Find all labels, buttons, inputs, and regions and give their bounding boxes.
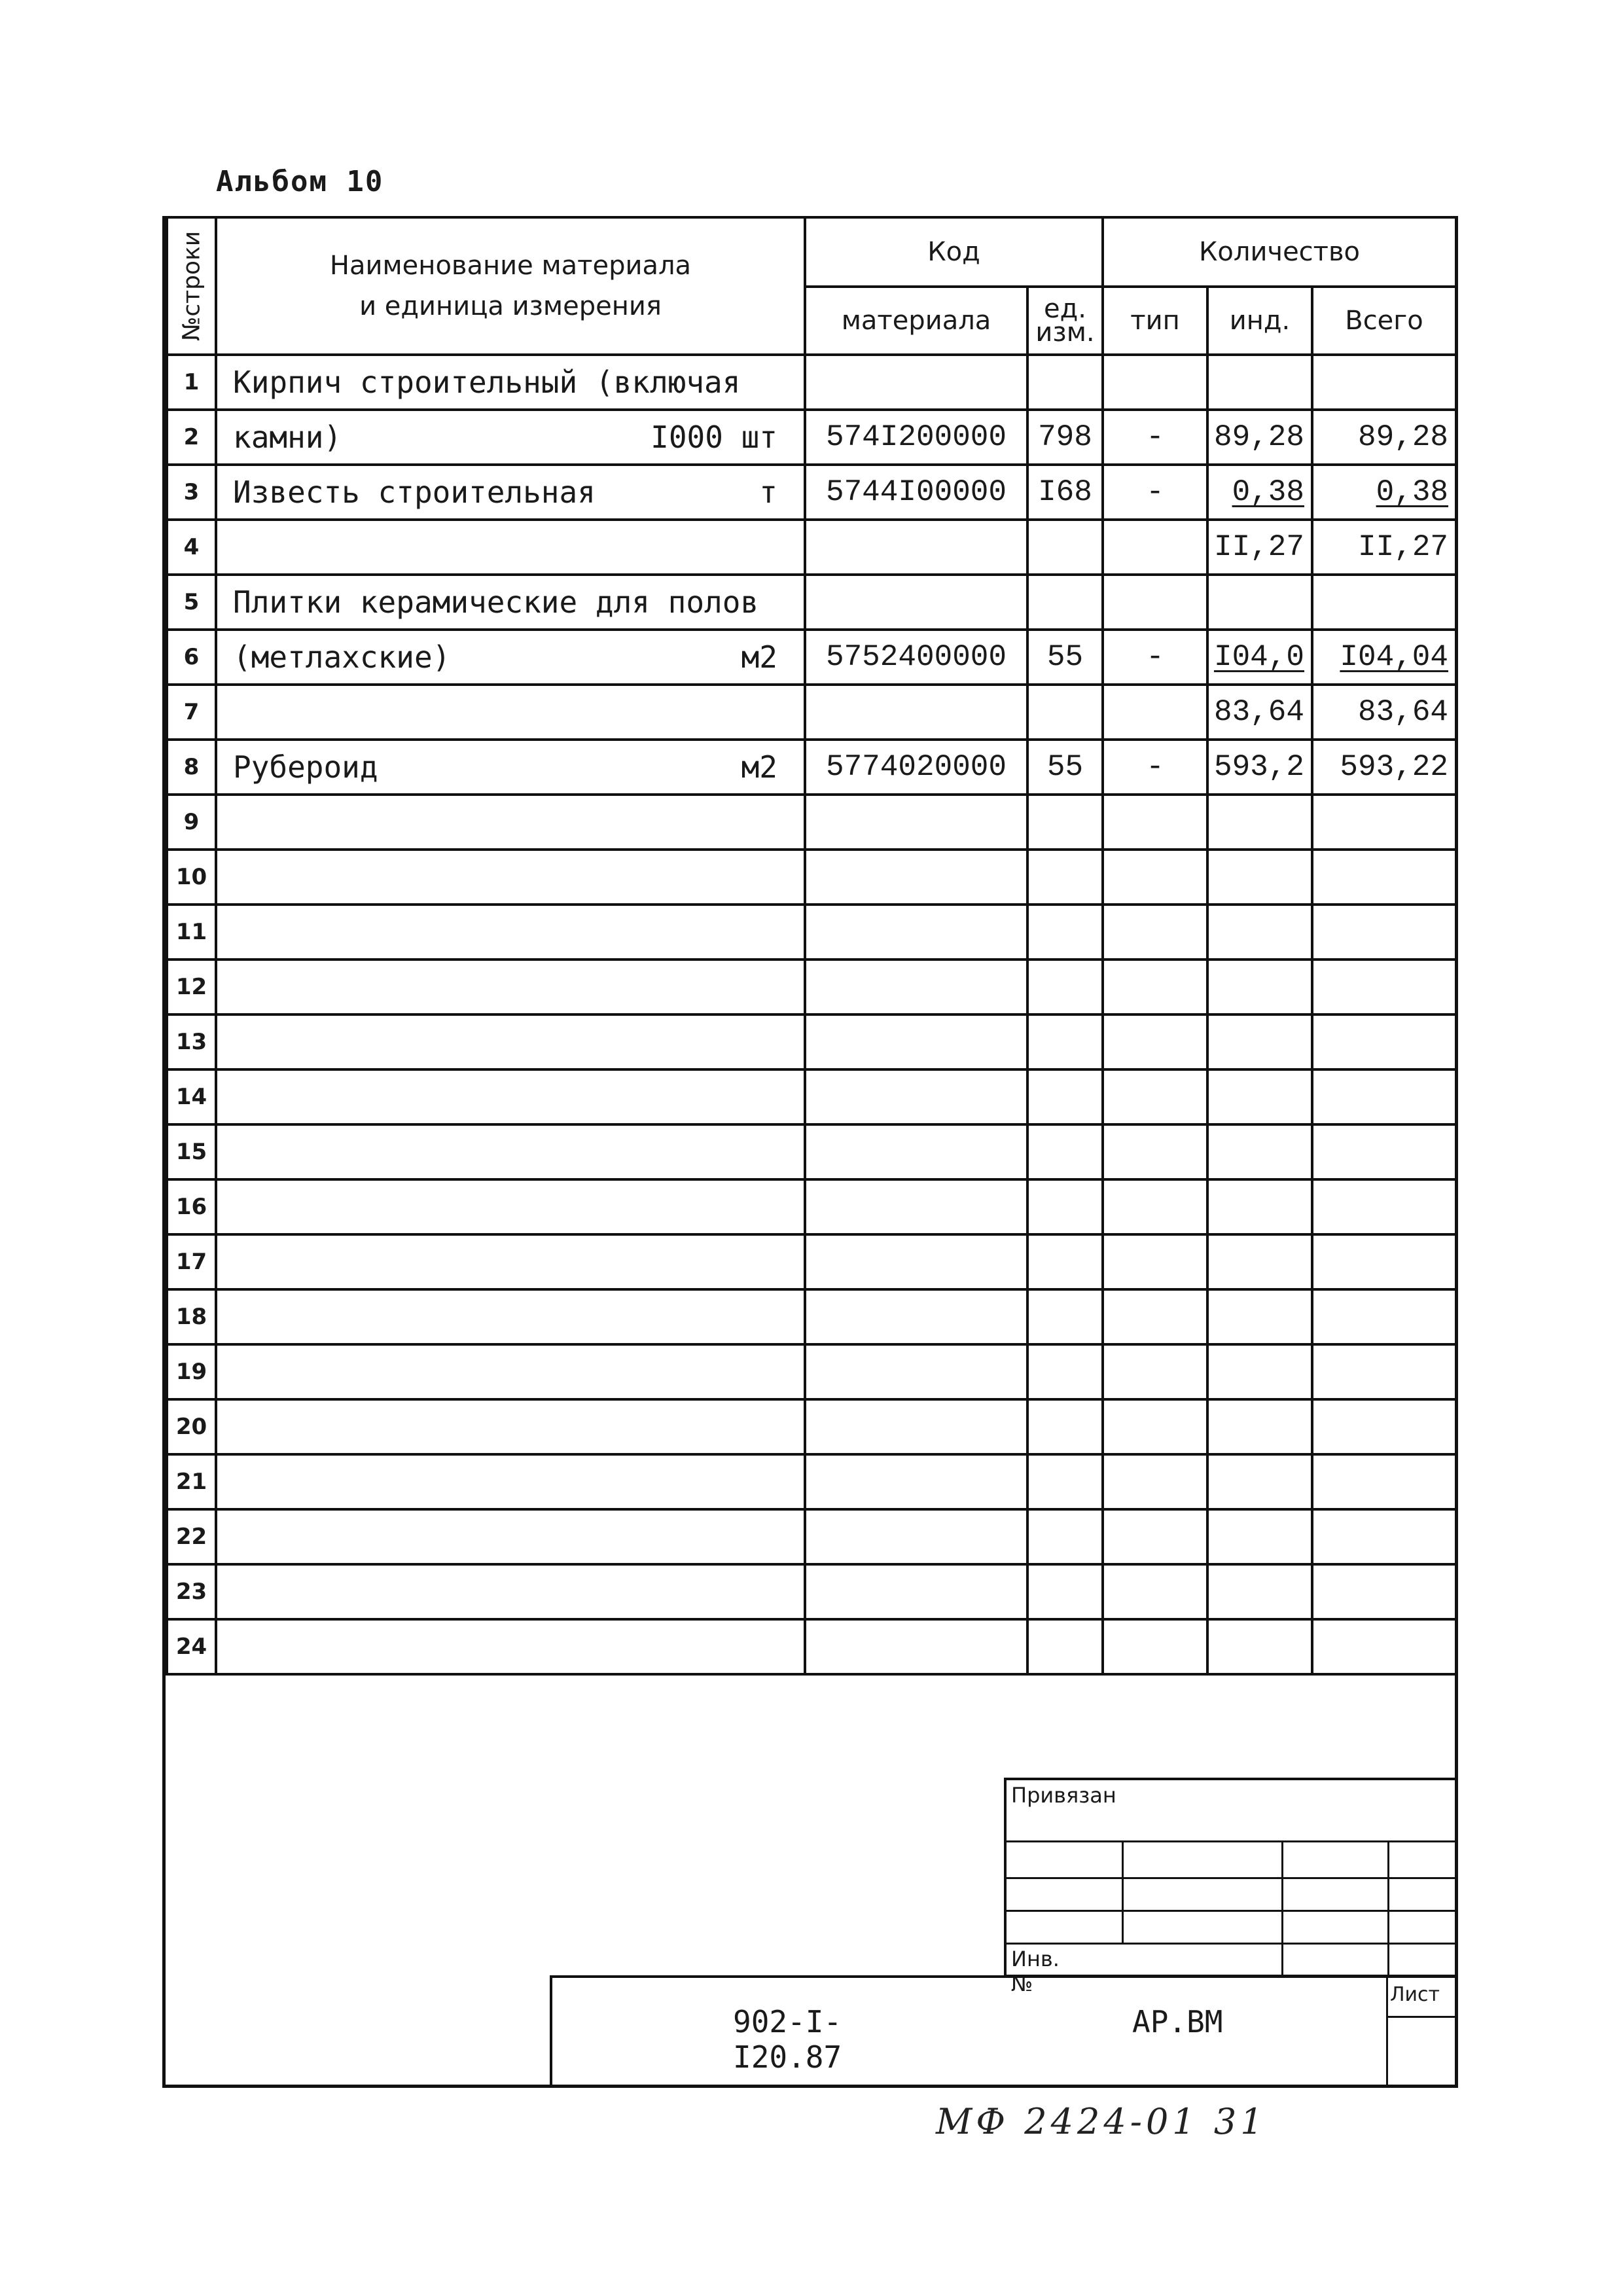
material-name (216, 1344, 805, 1399)
material-name (216, 1179, 805, 1234)
quantity-ind (1207, 1124, 1312, 1179)
row-number: 18 (167, 1289, 216, 1344)
material-code (805, 1234, 1027, 1289)
row-number: 7 (167, 685, 216, 740)
material-code (805, 1454, 1027, 1509)
table-row (167, 850, 1456, 905)
quantity-type (1103, 1344, 1207, 1399)
material-code (805, 960, 1027, 1014)
row-number: 21 (167, 1454, 216, 1509)
quantity-ind: 83,64 (1207, 685, 1312, 740)
material-name (216, 1234, 805, 1289)
row-number: 9 (167, 795, 216, 850)
unit-code (1027, 355, 1103, 410)
quantity-type (1103, 1509, 1207, 1564)
quantity-total (1312, 1344, 1456, 1399)
quantity-ind: II,27 (1207, 520, 1312, 575)
quantity-type (1103, 1454, 1207, 1509)
row-number-header: №строки (167, 217, 216, 355)
material-name (216, 1014, 805, 1069)
material-code (805, 575, 1027, 630)
quantity-ind (1207, 905, 1312, 960)
table-row (167, 1069, 1456, 1124)
material-code (805, 1179, 1027, 1234)
quantity-total (1312, 575, 1456, 630)
material-name (216, 850, 805, 905)
table-row (167, 795, 1456, 850)
unit-code (1027, 1124, 1103, 1179)
table-row (167, 905, 1456, 960)
material-name-header: Наименование материала и единица измерения (216, 217, 805, 355)
quantity-type (1103, 575, 1207, 630)
unit-code (1027, 1234, 1103, 1289)
quantity-total: II,27 (1312, 520, 1456, 575)
quantity-total: I04,04 (1312, 630, 1456, 685)
material-code (805, 1564, 1027, 1619)
material-name (216, 465, 805, 520)
quantity-type: - (1103, 630, 1207, 685)
unit-code: 798 (1027, 410, 1103, 465)
unit-code: 55 (1027, 630, 1103, 685)
row-number: 10 (167, 850, 216, 905)
quantity-ind (1207, 1289, 1312, 1344)
quantity-type (1103, 850, 1207, 905)
material-name (216, 410, 805, 465)
table-row (167, 575, 1456, 630)
row-number: 2 (167, 410, 216, 465)
material-name (216, 960, 805, 1014)
quantity-type (1103, 1179, 1207, 1234)
document-mark: АР.ВМ (1132, 2004, 1223, 2039)
type-header: тип (1103, 287, 1207, 355)
table-row (167, 1344, 1456, 1399)
material-code (805, 520, 1027, 575)
row-number: 11 (167, 905, 216, 960)
table-row (167, 960, 1456, 1014)
unit-code (1027, 1289, 1103, 1344)
material-name (216, 355, 805, 410)
row-number: 5 (167, 575, 216, 630)
quantity-ind (1207, 1564, 1312, 1619)
material-code (805, 795, 1027, 850)
quantity-ind (1207, 355, 1312, 410)
quantity-total (1312, 1399, 1456, 1454)
quantity-type (1103, 1619, 1207, 1674)
quantity-total (1312, 795, 1456, 850)
table-row (167, 465, 1456, 520)
quantity-ind (1207, 1454, 1312, 1509)
material-code: 5744I00000 (805, 465, 1027, 520)
material-code (805, 1399, 1027, 1454)
quantity-ind (1207, 1399, 1312, 1454)
row-number: 19 (167, 1344, 216, 1399)
row-number: 22 (167, 1509, 216, 1564)
material-code (805, 905, 1027, 960)
material-name (216, 630, 805, 685)
quantity-ind (1207, 575, 1312, 630)
material-code (805, 1289, 1027, 1344)
material-name (216, 1619, 805, 1674)
table-row (167, 1289, 1456, 1344)
code-material-header: материала (805, 287, 1027, 355)
table-row (167, 355, 1456, 410)
quantity-total (1312, 1619, 1456, 1674)
quantity-ind (1207, 1619, 1312, 1674)
unit-code (1027, 1069, 1103, 1124)
materials-table (166, 216, 1457, 1676)
material-code (805, 1509, 1027, 1564)
quantity-total (1312, 1069, 1456, 1124)
quantity-type (1103, 1014, 1207, 1069)
quantity-total (1312, 1234, 1456, 1289)
quantity-ind (1207, 795, 1312, 850)
material-code: 574I200000 (805, 410, 1027, 465)
album-title: Альбом 10 (216, 165, 384, 198)
row-number: 24 (167, 1619, 216, 1674)
material-name-text: Плитки керамические для полов (233, 584, 759, 620)
quantity-total (1312, 1454, 1456, 1509)
row-number: 14 (167, 1069, 216, 1124)
quantity-type (1103, 685, 1207, 740)
quantity-total (1312, 1564, 1456, 1619)
material-code: 5752400000 (805, 630, 1027, 685)
total-header: Всего (1312, 287, 1456, 355)
unit-code (1027, 1564, 1103, 1619)
quantity-total: 0,38 (1312, 465, 1456, 520)
row-number: 3 (167, 465, 216, 520)
handwritten-archive-code: МФ 2424-01 31 (936, 2101, 1267, 2142)
unit-code (1027, 905, 1103, 960)
material-name-text: Рубероид (233, 749, 378, 785)
quantity-type (1103, 1399, 1207, 1454)
quantity-type (1103, 1564, 1207, 1619)
material-name-text: камни) (233, 420, 342, 455)
row-number: 1 (167, 355, 216, 410)
material-code (805, 1014, 1027, 1069)
inventory-number-label: Инв. № (1011, 1946, 1060, 1996)
unit-code (1027, 1454, 1103, 1509)
quantity-header: Количество (1103, 217, 1456, 287)
unit-code (1027, 520, 1103, 575)
quantity-type: - (1103, 410, 1207, 465)
quantity-total (1312, 1179, 1456, 1234)
quantity-ind (1207, 960, 1312, 1014)
unit-code (1027, 795, 1103, 850)
sheet-label: Лист (1390, 1983, 1440, 2006)
table-row (167, 1124, 1456, 1179)
material-name (216, 520, 805, 575)
unit-code (1027, 1509, 1103, 1564)
measurement-unit: т (759, 475, 777, 510)
quantity-total: 593,22 (1312, 740, 1456, 795)
unit-code (1027, 1014, 1103, 1069)
quantity-total (1312, 960, 1456, 1014)
quantity-ind: 89,28 (1207, 410, 1312, 465)
unit-code (1027, 960, 1103, 1014)
quantity-type: - (1103, 740, 1207, 795)
material-name (216, 1399, 805, 1454)
material-code (805, 850, 1027, 905)
material-name-text: Кирпич строительный (включая (233, 365, 741, 400)
row-number: 15 (167, 1124, 216, 1179)
material-name (216, 575, 805, 630)
table-row (167, 630, 1456, 685)
table-row (167, 1509, 1456, 1564)
material-code: 5774020000 (805, 740, 1027, 795)
material-name (216, 1289, 805, 1344)
quantity-ind: I04,0 (1207, 630, 1312, 685)
code-header: Код (805, 217, 1103, 287)
material-code (805, 1124, 1027, 1179)
quantity-ind: 593,2 (1207, 740, 1312, 795)
quantity-ind (1207, 1014, 1312, 1069)
row-number: 8 (167, 740, 216, 795)
unit-code (1027, 1619, 1103, 1674)
material-name (216, 1124, 805, 1179)
quantity-total (1312, 1014, 1456, 1069)
material-name-text: Известь строительная (233, 475, 596, 510)
quantity-type (1103, 795, 1207, 850)
quantity-ind (1207, 1069, 1312, 1124)
quantity-ind (1207, 1344, 1312, 1399)
measurement-unit: м2 (741, 749, 777, 785)
table-row (167, 1234, 1456, 1289)
table-row (167, 740, 1456, 795)
table-row (167, 1014, 1456, 1069)
row-number: 12 (167, 960, 216, 1014)
row-number: 4 (167, 520, 216, 575)
material-name (216, 795, 805, 850)
unit-code (1027, 685, 1103, 740)
quantity-ind: 0,38 (1207, 465, 1312, 520)
table-row (167, 1619, 1456, 1674)
quantity-total (1312, 905, 1456, 960)
material-code (805, 1344, 1027, 1399)
material-name (216, 1564, 805, 1619)
measurement-unit: I000 шт (651, 420, 777, 455)
quantity-type (1103, 1124, 1207, 1179)
quantity-type (1103, 1069, 1207, 1124)
table-row (167, 1179, 1456, 1234)
material-name-text: (метлахские) (233, 639, 451, 675)
material-name (216, 1454, 805, 1509)
material-code (805, 685, 1027, 740)
unit-code (1027, 575, 1103, 630)
row-number: 17 (167, 1234, 216, 1289)
quantity-total (1312, 1289, 1456, 1344)
quantity-type (1103, 960, 1207, 1014)
unit-code: I68 (1027, 465, 1103, 520)
quantity-total (1312, 1124, 1456, 1179)
quantity-ind (1207, 1509, 1312, 1564)
measurement-unit: м2 (741, 639, 777, 675)
material-name (216, 905, 805, 960)
material-name (216, 1509, 805, 1564)
row-number: 13 (167, 1014, 216, 1069)
code-unit-header: ед. изм. (1027, 287, 1103, 355)
row-number: 6 (167, 630, 216, 685)
unit-code: 55 (1027, 740, 1103, 795)
material-code (805, 1069, 1027, 1124)
material-name (216, 1069, 805, 1124)
document-code-box (550, 1975, 1458, 2088)
quantity-ind (1207, 1234, 1312, 1289)
quantity-ind (1207, 1179, 1312, 1234)
quantity-type (1103, 905, 1207, 960)
table-row (167, 1454, 1456, 1509)
quantity-type (1103, 1289, 1207, 1344)
table-row (167, 685, 1456, 740)
unit-code (1027, 1179, 1103, 1234)
material-name (216, 740, 805, 795)
material-code (805, 355, 1027, 410)
row-number: 23 (167, 1564, 216, 1619)
unit-code (1027, 1399, 1103, 1454)
quantity-type (1103, 355, 1207, 410)
ind-header: инд. (1207, 287, 1312, 355)
quantity-total (1312, 355, 1456, 410)
table-row (167, 1399, 1456, 1454)
row-number: 20 (167, 1399, 216, 1454)
document-number: 902-I-I20.87 (733, 2004, 842, 2075)
table-row (167, 1564, 1456, 1619)
quantity-type: - (1103, 465, 1207, 520)
material-code (805, 1619, 1027, 1674)
linked-label: Привязан (1011, 1783, 1116, 1808)
row-number: 16 (167, 1179, 216, 1234)
quantity-total (1312, 1509, 1456, 1564)
quantity-type (1103, 520, 1207, 575)
table-row (167, 410, 1456, 465)
unit-code (1027, 850, 1103, 905)
quantity-type (1103, 1234, 1207, 1289)
quantity-ind (1207, 850, 1312, 905)
quantity-total (1312, 850, 1456, 905)
table-row (167, 520, 1456, 575)
quantity-total: 89,28 (1312, 410, 1456, 465)
material-name (216, 685, 805, 740)
unit-code (1027, 1344, 1103, 1399)
quantity-total: 83,64 (1312, 685, 1456, 740)
